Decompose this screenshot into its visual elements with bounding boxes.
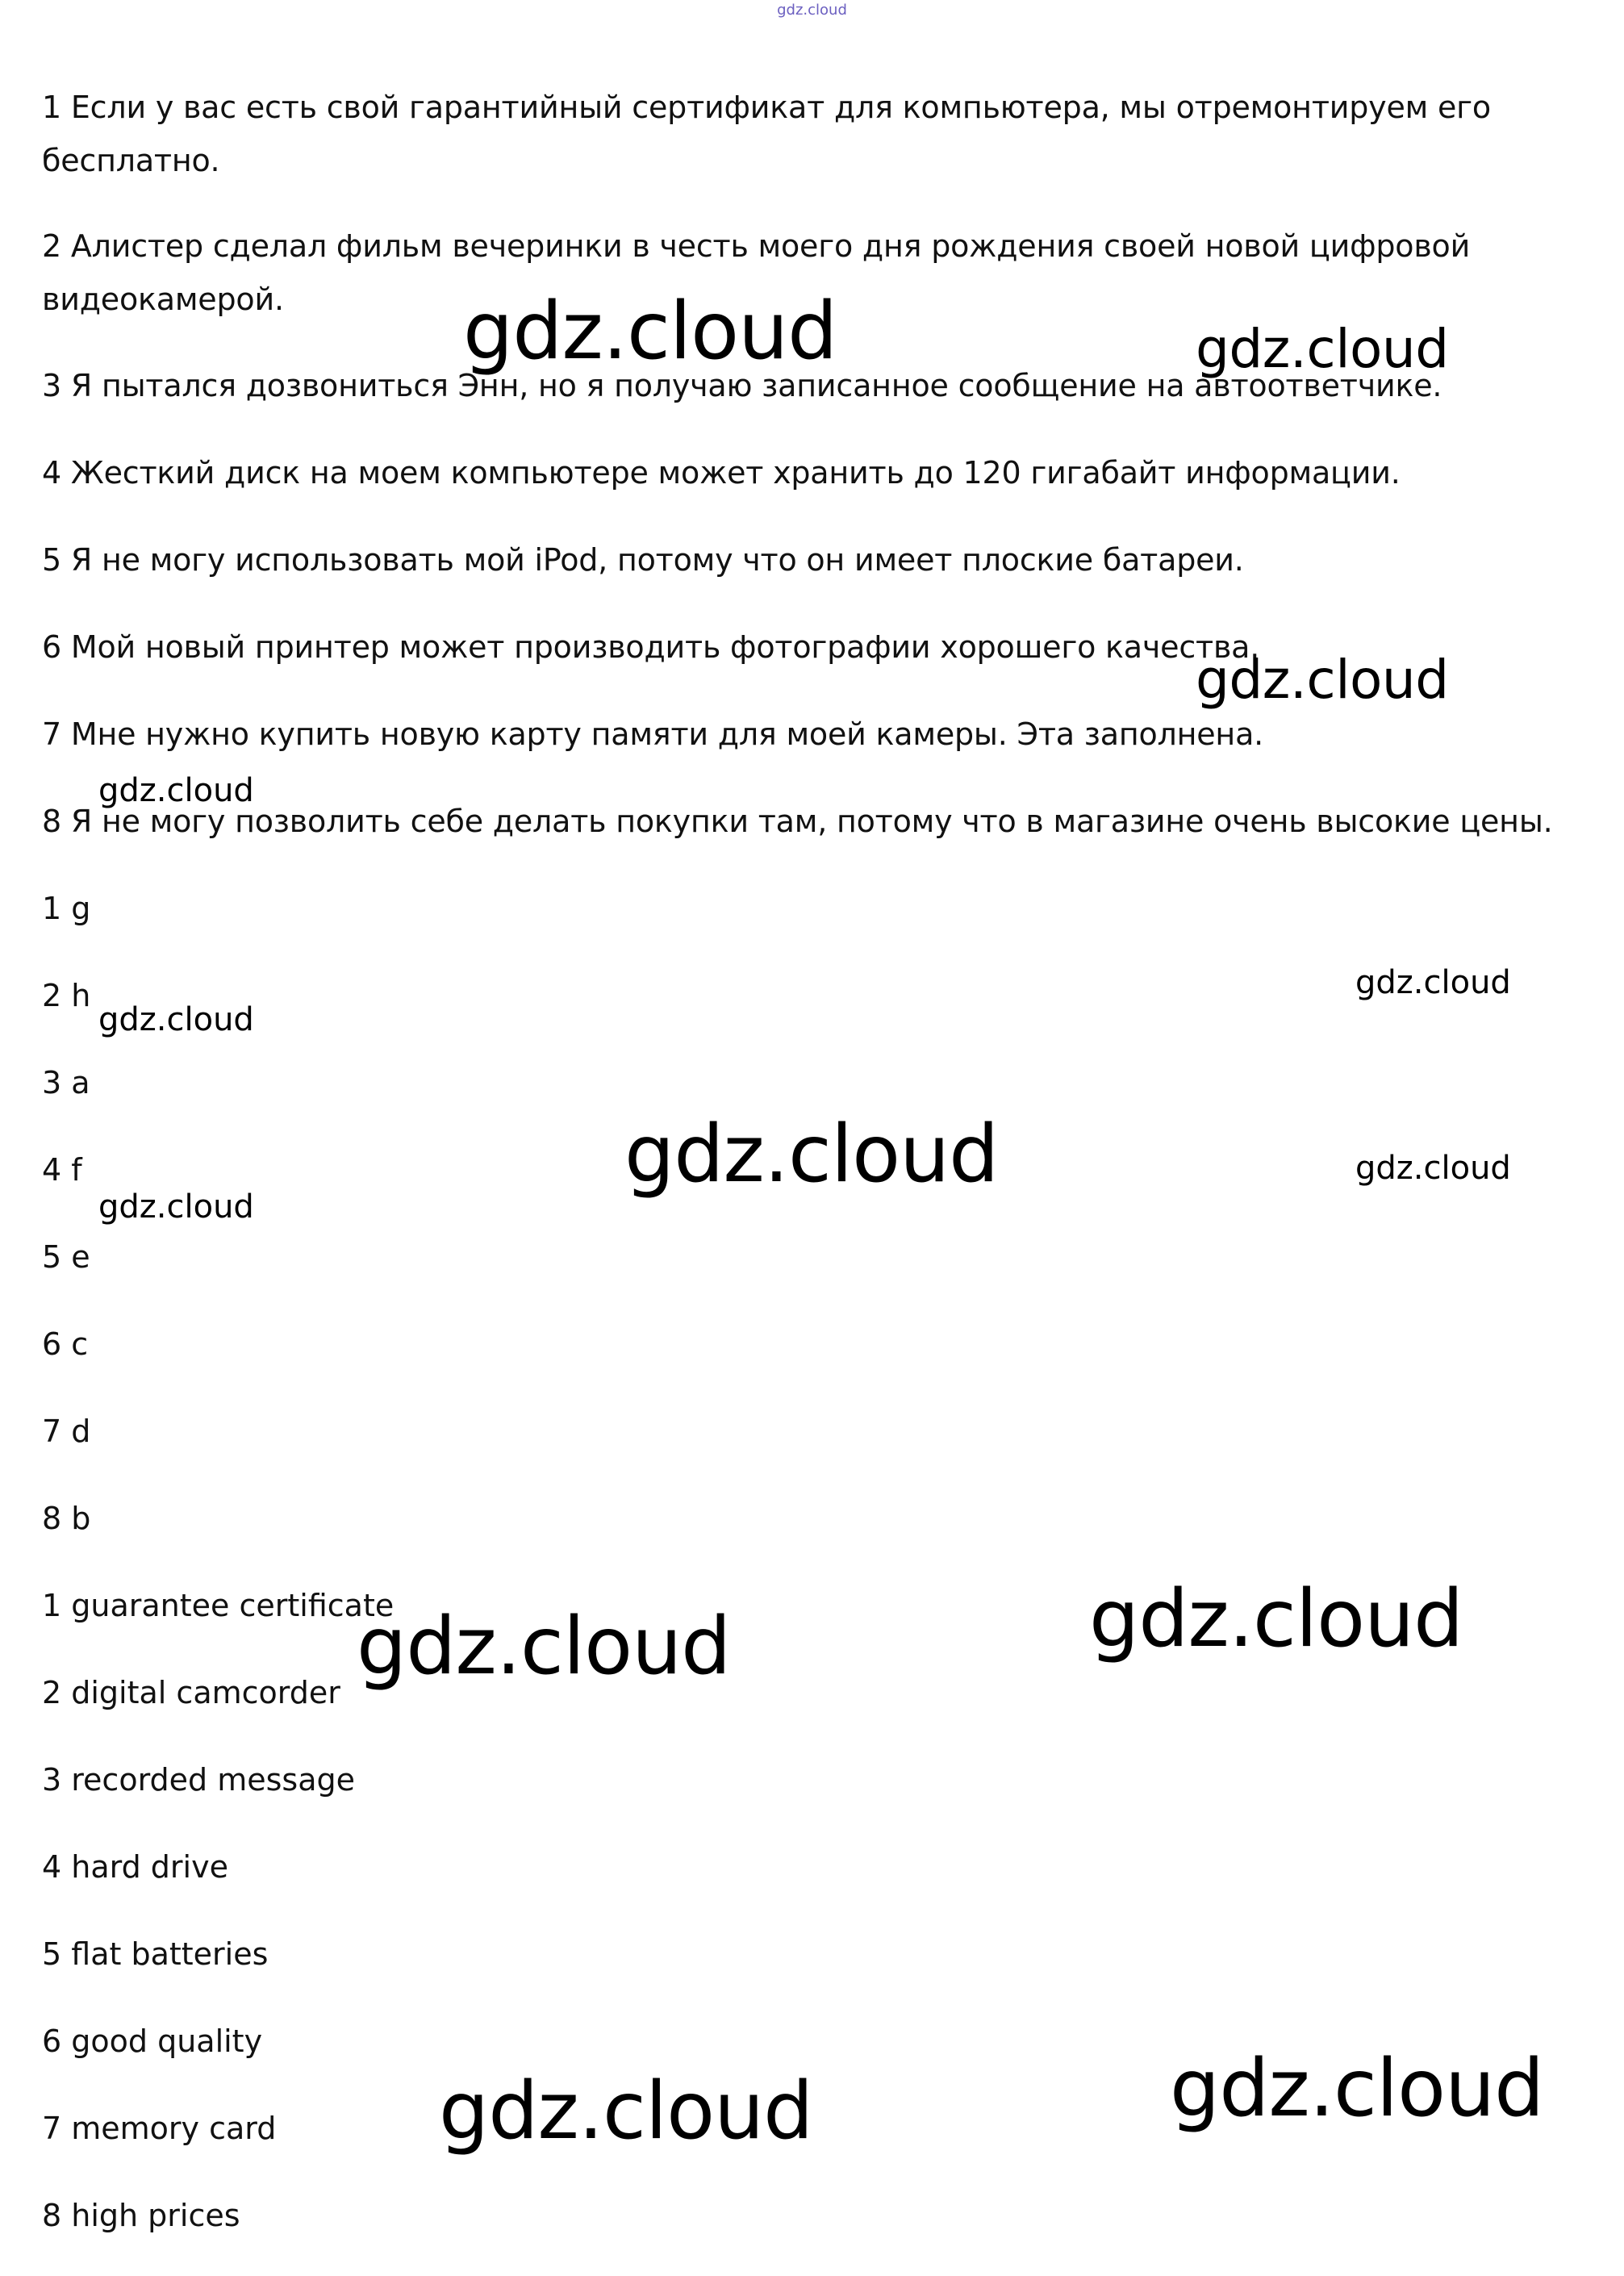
watermark: gdz.cloud (1355, 964, 1511, 1001)
translation-7: 7 Мне нужно купить новую карту памяти для моей камеры. Эта заполнена. (42, 716, 1264, 752)
match-3: 3 a (42, 1065, 90, 1100)
match-5: 5 e (42, 1239, 90, 1275)
watermark: gdz.cloud (1170, 2043, 1544, 2135)
watermark: gdz.cloud (98, 772, 254, 809)
translation-4: 4 Жесткий диск на моем компьютере может хранить до 120 гигабайт информации. (42, 455, 1401, 491)
phrase-8: 8 high prices (42, 2198, 240, 2233)
match-2: 2 h (42, 978, 91, 1013)
translation-8: 8 Я не могу позволить себе делать покупки там, потому что в магазине очень высокие цены. (42, 804, 1553, 839)
phrase-6: 6 good quality (42, 2023, 263, 2059)
phrase-5: 5 flat batteries (42, 1936, 269, 1972)
watermark: gdz.cloud (98, 1188, 254, 1226)
watermark: gdz.cloud (98, 1001, 254, 1038)
phrase-2: 2 digital camcorder (42, 1675, 340, 1710)
watermark: gdz.cloud (357, 1601, 731, 1693)
phrase-3: 3 recorded message (42, 1762, 355, 1798)
match-1: 1 g (42, 891, 91, 926)
match-7: 7 d (42, 1414, 91, 1449)
translation-6: 6 Мой новый принтер может производить фотографии хорошего качества. (42, 629, 1260, 665)
translation-5: 5 Я не могу использовать мой iPod, потому что он имеет плоские батареи. (42, 542, 1244, 578)
match-4: 4 f (42, 1152, 82, 1188)
translation-2: 2 Алистер сделал фильм вечеринки в честь моего дня рождения своей новой цифровой видеокамерой. (42, 228, 1471, 317)
watermark: gdz.cloud (1355, 1150, 1511, 1187)
translation-1: 1 Если у вас есть свой гарантийный сертификат для компьютера, мы отремонтируем его бесплатно. (42, 90, 1491, 178)
watermark: gdz.cloud (624, 1109, 999, 1201)
watermark: gdz.cloud (1089, 1573, 1463, 1665)
watermark: gdz.cloud (1196, 318, 1449, 380)
match-8: 8 b (42, 1501, 91, 1536)
watermark: gdz.cloud (439, 2065, 813, 2157)
watermark: gdz.cloud (1196, 649, 1449, 711)
phrase-1: 1 guarantee certificate (42, 1588, 395, 1623)
watermark: gdz.cloud (463, 286, 837, 378)
translation-3: 3 Я пытался дозвониться Энн, но я получаю записанное сообщение на автоответчике. (42, 368, 1442, 403)
match-6: 6 c (42, 1326, 89, 1362)
page-header: gdz.cloud (777, 2, 847, 19)
phrase-7: 7 memory card (42, 2111, 277, 2146)
phrase-4: 4 hard drive (42, 1849, 228, 1885)
